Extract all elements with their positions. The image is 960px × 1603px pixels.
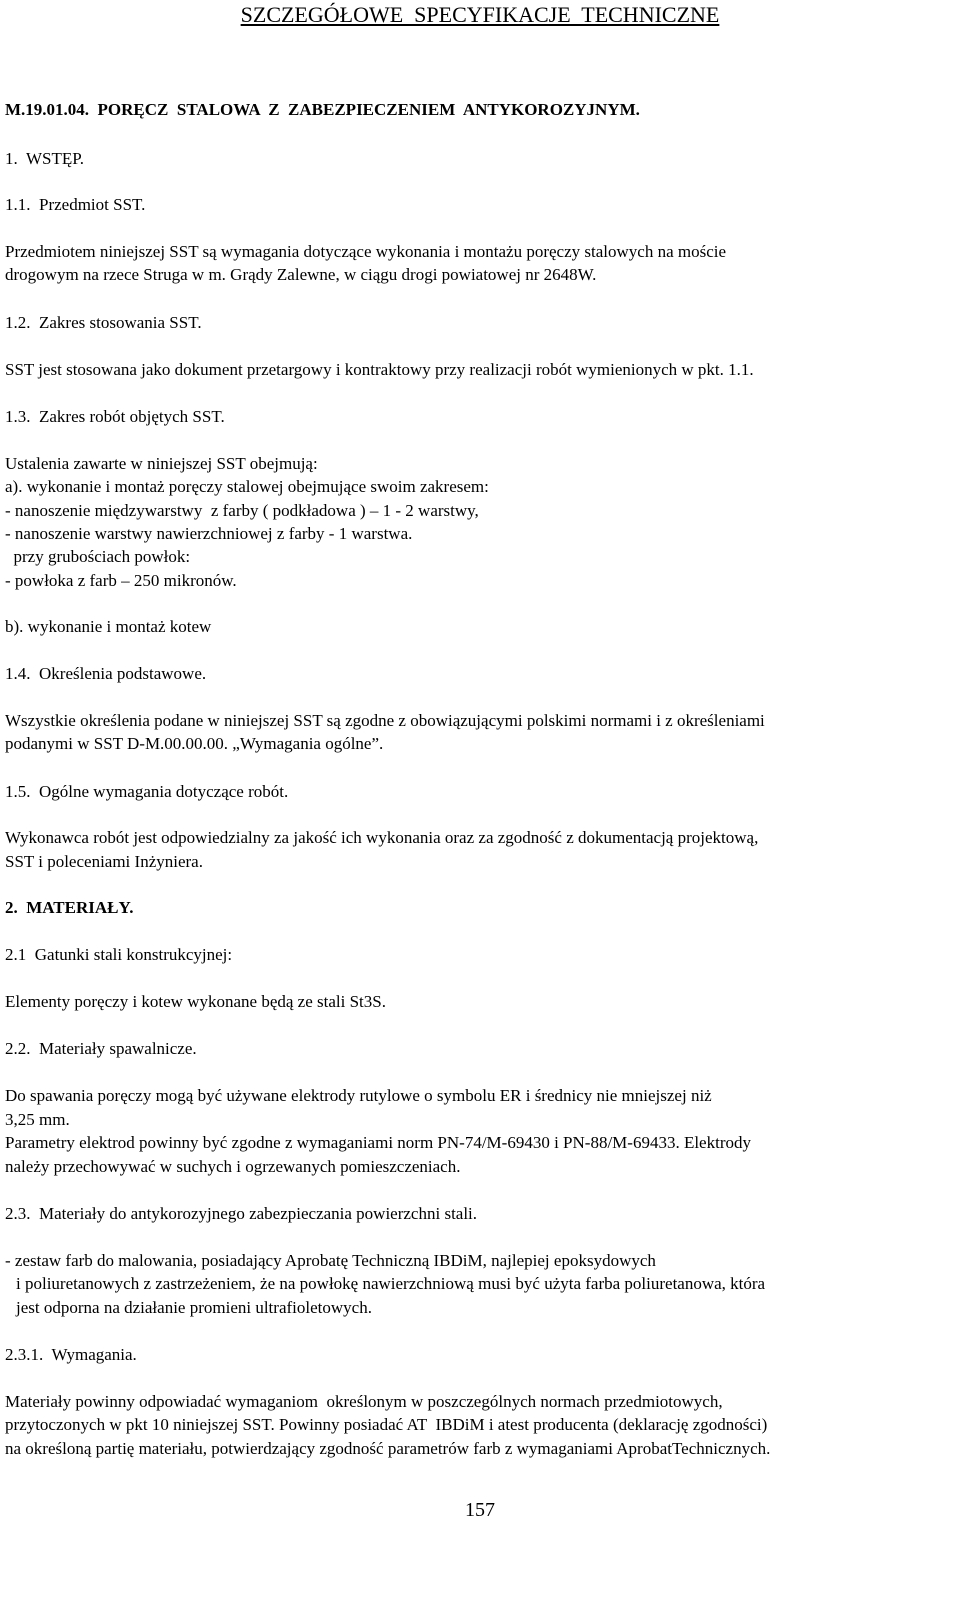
list-item: - powłoka z farb – 250 mikronów. xyxy=(5,571,237,590)
spec-heading: M.19.01.04. PORĘCZ STALOWA Z ZABEZPIECZENIEM ANTYKOROZYJNYM. xyxy=(5,100,640,119)
list-item: b). wykonanie i montaż kotew xyxy=(5,617,212,636)
subsection-heading: 1.2. Zakres stosowania SST. xyxy=(5,313,202,332)
paragraph-line: drogowym na rzece Struga w m. Grądy Zalewne, w ciągu drogi powiatowej nr 2648W. xyxy=(5,265,597,284)
paragraph-line: podanymi w SST D-M.00.00.00. „Wymagania ogólne”. xyxy=(5,734,384,753)
subsection-heading: 2.1 Gatunki stali konstrukcyjnej: xyxy=(5,945,233,964)
paragraph-line: 3,25 mm. xyxy=(5,1110,70,1129)
list-item-continuation: i poliuretanowych z zastrzeżeniem, że na powłokę nawierzchniową musi być użyta farba poliuretanowa, która xyxy=(16,1274,766,1293)
subsection-heading: 1.3. Zakres robót objętych SST. xyxy=(5,407,225,426)
paragraph-line: Wszystkie określenia podane w niniejszej SST są zgodne z obowiązującymi polskimi normami i z określeniami xyxy=(5,711,765,730)
subsection-heading: 1.1. Przedmiot SST. xyxy=(5,195,146,214)
list-item: - nanoszenie międzywarstwy z farby ( podkładowa ) – 1 - 2 warstwy, xyxy=(5,501,479,520)
list-item: przy grubościach powłok: xyxy=(5,547,191,566)
paragraph-line: należy przechowywać w suchych i ogrzewanych pomieszczeniach. xyxy=(5,1157,461,1176)
subsection-heading: 2.3.1. Wymagania. xyxy=(5,1345,137,1364)
paragraph-line: Materiały powinny odpowiadać wymaganiom określonym w poszczególnych normach przedmiotowych, xyxy=(5,1392,723,1411)
page-number: 157 xyxy=(465,1499,495,1521)
section-heading: 1. WSTĘP. xyxy=(5,149,85,168)
subsection-heading: 1.5. Ogólne wymagania dotyczące robót. xyxy=(5,782,289,801)
paragraph-line: na określoną partię materiału, potwierdzający zgodność parametrów farb z wymaganiami AprobatTechnicznych. xyxy=(5,1439,771,1458)
list-item: a). wykonanie i montaż poręczy stalowej obejmujące swoim zakresem: xyxy=(5,477,489,496)
list-item-continuation: jest odporna na działanie promieni ultrafioletowych. xyxy=(16,1298,372,1317)
subsection-heading: 2.3. Materiały do antykorozyjnego zabezpieczania powierzchni stali. xyxy=(5,1204,478,1223)
paragraph-line: przytoczonych w pkt 10 niniejszej SST. Powinny posiadać AT IBDiM i atest producenta (deklarację zgodności) xyxy=(5,1415,768,1434)
paragraph-line: Ustalenia zawarte w niniejszej SST obejmują: xyxy=(5,454,318,473)
paragraph-line: Elementy poręczy i kotew wykonane będą ze stali St3S. xyxy=(5,992,386,1011)
list-item: - zestaw farb do malowania, posiadający Aprobatę Techniczną IBDiM, najlepiej epoksydowych xyxy=(5,1251,656,1270)
paragraph-line: SST i poleceniami Inżyniera. xyxy=(5,852,203,871)
document-title: SZCZEGÓŁOWE SPECYFIKACJE TECHNICZNE xyxy=(240,2,720,27)
subsection-heading: 1.4. Określenia podstawowe. xyxy=(5,664,207,683)
paragraph-line: Przedmiotem niniejszej SST są wymagania dotyczące wykonania i montażu poręczy stalowych na moście xyxy=(5,242,727,261)
paragraph-line: Do spawania poręczy mogą być używane elektrody rutylowe o symbolu ER i średnicy nie mniejszej niż xyxy=(5,1086,712,1105)
subsection-heading: 2.2. Materiały spawalnicze. xyxy=(5,1039,197,1058)
paragraph-line: Parametry elektrod powinny być zgodne z wymaganiami norm PN-74/M-69430 i PN-88/M-69433. Elektrody xyxy=(5,1133,751,1152)
paragraph-line: Wykonawca robót jest odpowiedzialny za jakość ich wykonania oraz za zgodność z dokumentacją projektową, xyxy=(5,828,759,847)
paragraph-line: SST jest stosowana jako dokument przetargowy i kontraktowy przy realizacji robót wymienionych w pkt. 1.1. xyxy=(5,360,754,379)
list-item: - nanoszenie warstwy nawierzchniowej z farby - 1 warstwa. xyxy=(5,524,413,543)
section-heading: 2. MATERIAŁY. xyxy=(5,898,134,917)
